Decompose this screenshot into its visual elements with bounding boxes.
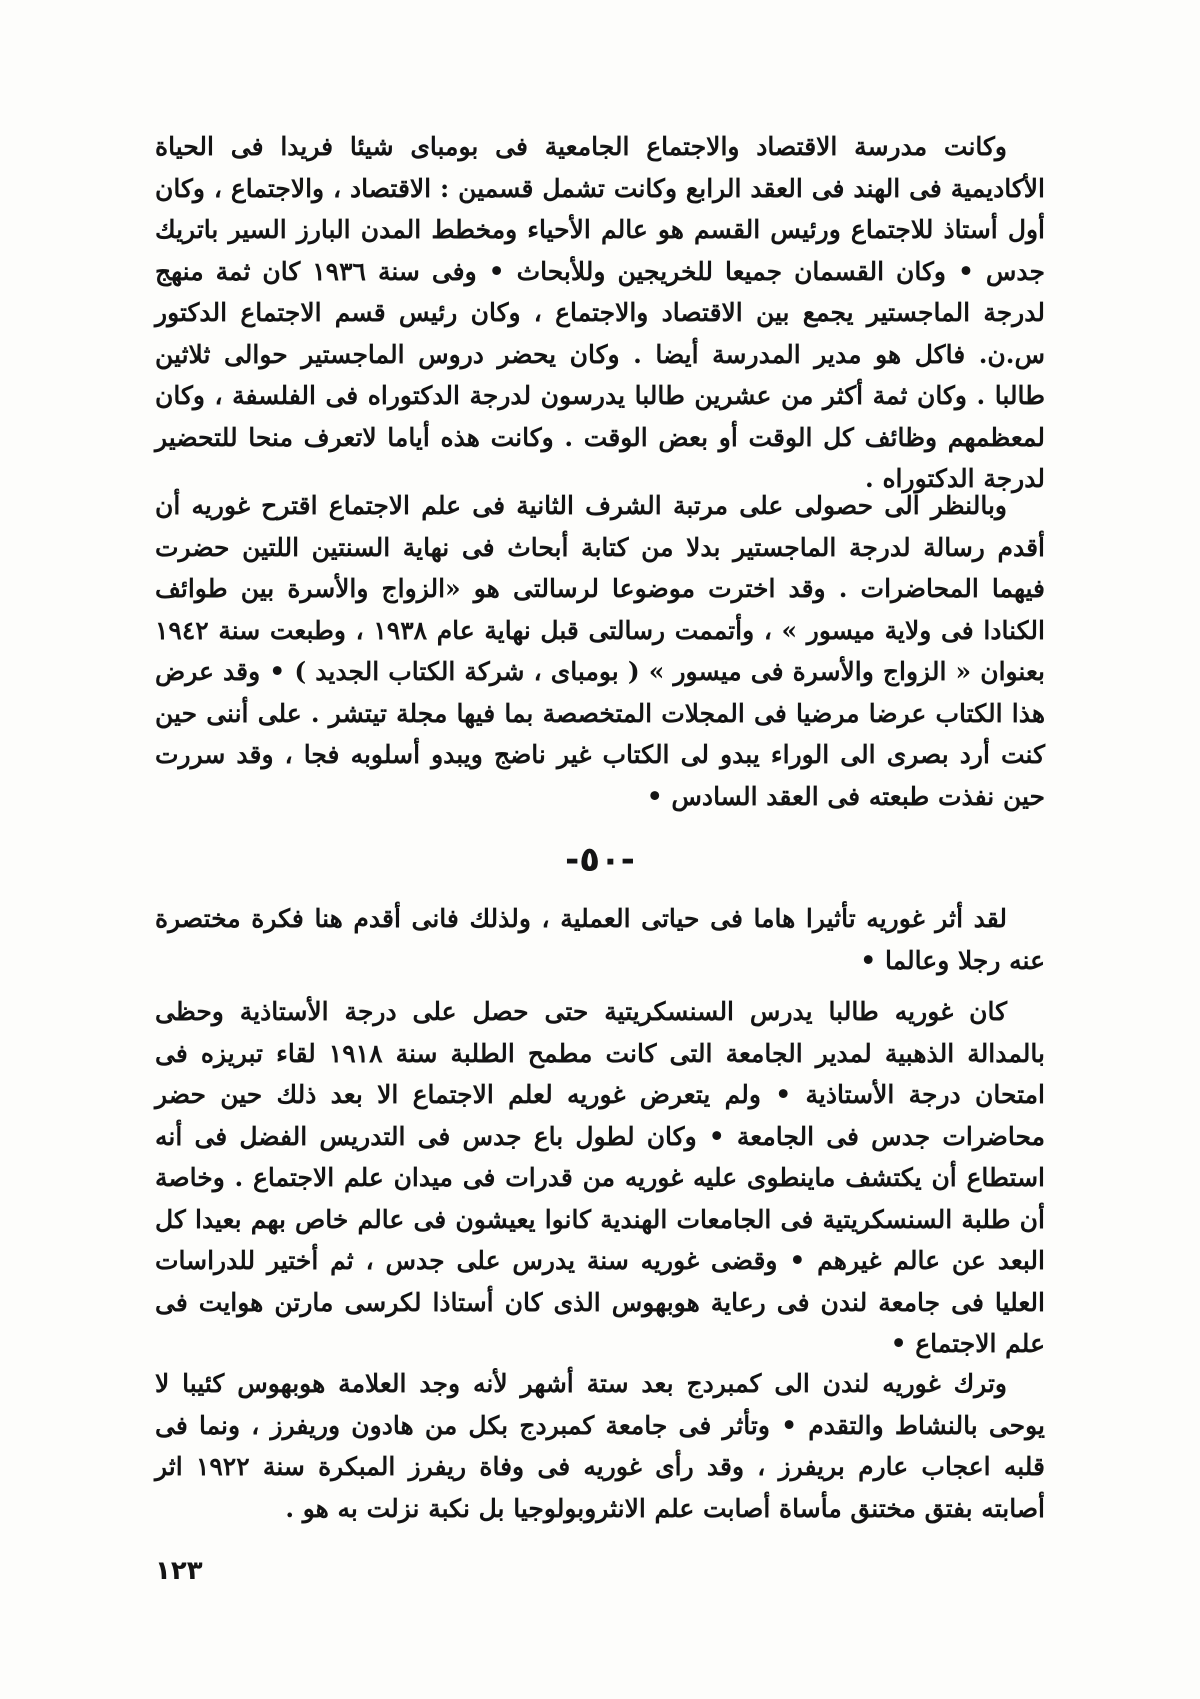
paragraph-text: كان غوريه طالبا يدرس السنسكريتية حتى حصل على درجة الأستاذية وحظى بالمدالة الذهبية لمدير الجامعة التى كانت مطمح الطلبة سنة ١٩١٨ لقاء تبريزه فى امتحان درجة الأستاذية • ولم يتعرض غوريه لعلم الاجتماع الا بعد ذلك حين حضر محاضرات جدس فى الجامعة • وكان لطول باع جدس فى التدريس الفضل فى أنه استطاع أن يكتشف ماينطوى عليه غوريه من قدرات فى ميدان علم الاجتماع . وخاصة أن طلبة السنسكريتية فى الجامعات الهندية كانوا يعيشون فى عالم خاص بهم بعيدا كل البعد عن عالم غيرهم • وقضى غوريه سنة يدرس على جدس ، ثم أختير للدراسات العليا فى جامعة لندن فى رعاية هوبهوس الذى كان أستاذا لكرسى مارتن هوايت فى علم الاجتماع • [155,997,1045,1358]
section-number: -٥٠- [565,840,635,880]
paragraph-ghurye-influence [155,898,1045,981]
paragraph-masters-thesis [155,485,1045,817]
paragraph-text: لقد أثر غوريه تأثيرا هاما فى حياتى العملية ، ولذلك فانى أقدم هنا فكرة مختصرة عنه رجلا وعالما • [155,904,1045,975]
paragraph-text: وكانت مدرسة الاقتصاد والاجتماع الجامعية فى بومباى شيئا فريدا فى الحياة الأكاديمية فى الهند فى العقد الرابع وكانت تشمل قسمين : الاقتصاد ، والاجتماع ، وكان أول أستاذ للاجتماع ورئيس القسم هو عالم الأحياء ومخطط المدن البارز السير باتريك جدس • وكان القسمان جميعا للخريجين وللأبحاث • وفى سنة ١٩٣٦ كان ثمة منهج لدرجة الماجستير يجمع بين الاقتصاد والاجتماع ، وكان رئيس قسم الاجتماع الدكتور س.ن. فاكل هو مدير المدرسة أيضا . وكان يحضر دروس الماجستير حوالى ثلاثين طالبا . وكان ثمة أكثر من عشرين طالبا يدرسون لدرجة الدكتوراه فى الفلسفة ، وكان لمعظمهم وظائف كل الوقت أو بعض الوقت . وكانت هذه أياما لاتعرف منحا للتحضير لدرجة الدكتوراه . [155,132,1045,493]
paragraph-text: وبالنظر الى حصولى على مرتبة الشرف الثانية فى علم الاجتماع اقترح غوريه أن أقدم رسالة لدرجة الماجستير بدلا من كتابة أبحاث فى نهاية السنتين اللتين حضرت فيهما المحاضرات . وقد اخترت موضوعا لرسالتى هو «الزواج والأسرة بين طوائف الكنادا فى ولاية ميسور » ، وأتممت رسالتى قبل نهاية عام ١٩٣٨ ، وطبعت سنة ١٩٤٢ بعنوان « الزواج والأسرة فى ميسور » ( بومباى ، شركة الكتاب الجديد ) • وقد عرض هذا الكتاب عرضا مرضيا فى المجلات المتخصصة بما فيها مجلة تيتشر . على أننى حين كنت أرد بصرى الى الوراء يبدو لى الكتاب غير ناضج ويبدو أسلوبه فجا ، وقد سررت حين نفذت طبعته فى العقد السادس • [155,491,1045,811]
paragraph-text: وترك غوريه لندن الى كمبردج بعد ستة أشهر لأنه وجد العلامة هوبهوس كئيبا لا يوحى بالنشاط والتقدم • وتأثر فى جامعة كمبردج بكل من هادون وريفرز ، ونما فى قلبه اعجاب عارم بريفرز ، وقد رأى غوريه فى وفاة ريفرز المبكرة سنة ١٩٢٢ اثر أصابته بفتق مختنق مأساة أصابت علم الانثروبولوجيا بل نكبة نزلت به هو . [155,1369,1045,1523]
paragraph-bombay-school [155,126,1045,500]
paragraph-cambridge [155,1363,1045,1529]
paragraph-ghurye-education [155,991,1045,1365]
page-number: ١٢٣ [155,1556,203,1586]
